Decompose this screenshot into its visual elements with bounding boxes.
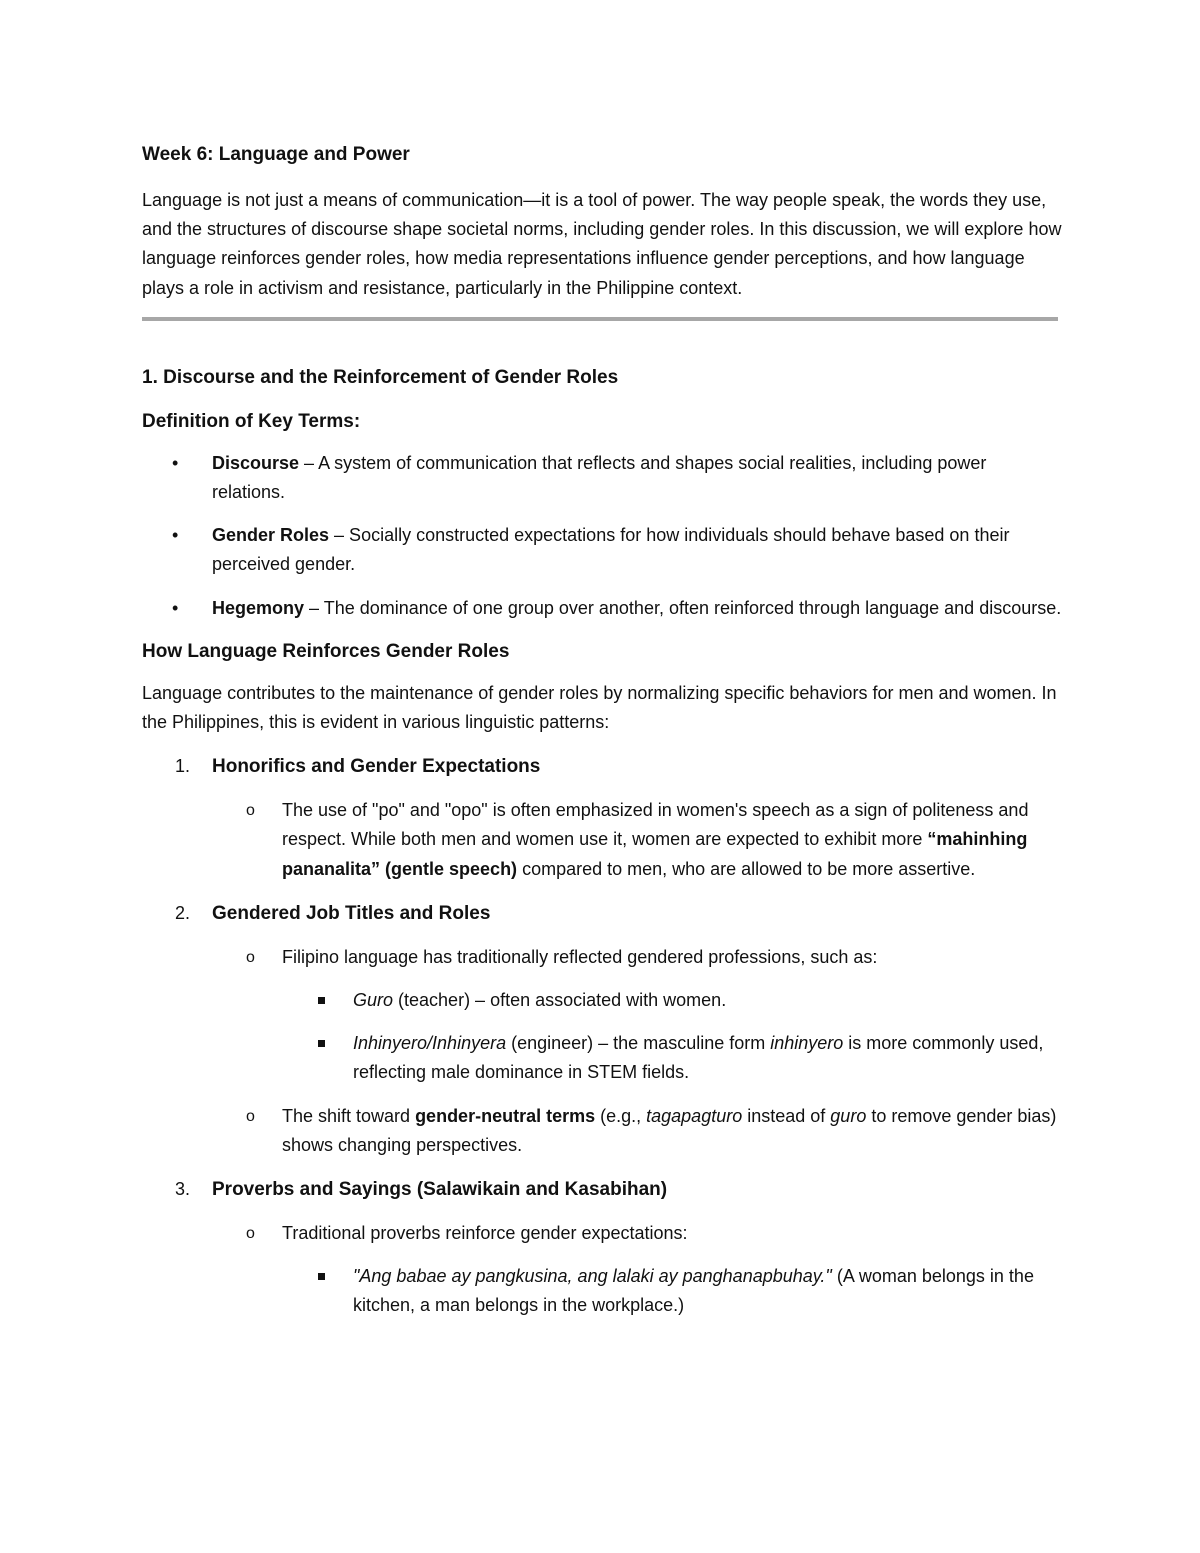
sub-list-item	[142, 1102, 1062, 1160]
text-run: instead of	[742, 1105, 831, 1126]
subsection-heading: How Language Reinforces Gender Roles	[142, 640, 510, 662]
bullet-icon: •	[172, 597, 179, 618]
emphasis-text: gender-neutral terms	[415, 1105, 596, 1126]
text-run: (A woman belongs in the kitchen, a man belongs in the workplace.)	[353, 1266, 1034, 1316]
term-label: Discourse	[212, 452, 300, 473]
intro-paragraph: Language is not just a means of communication—it is a tool of power. The way people speak, the words they use, and the structures of discourse shape societal norms, including gender roles. In this discussion, we will explore how language reinforces gender roles, how media representations influence gender perceptions, and how language plays a role in activism and resistance, particularly in the Philippine context.	[142, 190, 1062, 298]
document-content	[142, 140, 1062, 1335]
numbered-item	[142, 898, 1062, 929]
circle-bullet-icon: o	[246, 1225, 255, 1243]
emphasis-text: “mahinhing pananalita” (gentle speech)	[282, 829, 1028, 879]
text-run: is more commonly used, reflecting male dominance in STEM fields.	[353, 1033, 1044, 1083]
item-number: 3.	[175, 1179, 191, 1200]
italic-text: Inhinyero/Inhinyera	[353, 1033, 507, 1054]
sub-sub-list-item	[142, 1262, 1062, 1320]
square-bullet-icon	[318, 1040, 325, 1047]
term-definition: – A system of communication that reflects and shapes social realities, including power relations.	[212, 452, 987, 503]
circle-bullet-icon: o	[246, 948, 255, 966]
term-label: Gender Roles	[212, 525, 330, 546]
text-run: The use of "po" and "opo" is often emphasized in women's speech as a sign of politeness and respect. While both men and women use it, women are expected to exhibit more	[282, 800, 1029, 850]
key-terms-list	[142, 449, 1062, 623]
section-heading: 1. Discourse and the Reinforcement of Gender Roles	[142, 366, 619, 388]
item-number: 1.	[175, 756, 191, 777]
item-title: Honorifics and Gender Expectations	[212, 756, 541, 778]
item-number: 2.	[175, 902, 191, 923]
sub-sub-list-item	[142, 986, 1062, 1015]
italic-text: tagapagturo	[646, 1105, 743, 1126]
sub-list-item	[142, 796, 1062, 884]
text-run: (engineer) – the masculine form	[506, 1033, 771, 1054]
sub-list-item	[142, 1219, 1062, 1248]
horizontal-rule	[142, 317, 1058, 321]
numbered-item	[142, 751, 1062, 782]
text-run: to remove gender bias) shows changing perspectives.	[282, 1105, 1057, 1155]
term-label: Hegemony	[212, 597, 305, 618]
list-item	[142, 594, 1062, 623]
sub-sub-list-item	[142, 1029, 1062, 1087]
list-item	[142, 449, 1062, 507]
square-bullet-icon	[318, 1273, 325, 1280]
bullet-icon: •	[172, 525, 179, 546]
italic-text: inhinyero	[770, 1033, 844, 1054]
sub-list-item	[142, 943, 1062, 972]
definitions-heading: Definition of Key Terms:	[142, 410, 361, 432]
item-title: Gendered Job Titles and Roles	[212, 902, 491, 924]
italic-text: guro	[830, 1105, 867, 1126]
circle-bullet-icon: o	[246, 802, 255, 820]
text-run: (e.g.,	[595, 1105, 647, 1126]
italic-text: "Ang babae ay pangkusina, ang lalaki ay panghanapbuhay."	[353, 1266, 832, 1287]
text-run: Filipino language has traditionally reflected gendered professions, such as:	[282, 946, 878, 967]
text-run: The shift toward	[282, 1105, 416, 1126]
body-paragraph: Language contributes to the maintenance of gender roles by normalizing specific behaviors for men and women. In the Philippines, this is evident in various linguistic patterns:	[142, 682, 1057, 733]
circle-bullet-icon: o	[246, 1107, 255, 1125]
list-item	[142, 521, 1062, 579]
text-run: Traditional proverbs reinforce gender expectations:	[282, 1223, 688, 1244]
term-definition: – Socially constructed expectations for how individuals should behave based on their perceived gender.	[212, 525, 1010, 575]
bullet-icon: •	[172, 452, 179, 473]
text-run: (teacher) – often associated with women.	[393, 990, 727, 1011]
term-definition: – The dominance of one group over another, often reinforced through language and discourse.	[304, 597, 1062, 618]
italic-text: Guro	[353, 990, 394, 1011]
numbered-item	[142, 1174, 1062, 1205]
item-title: Proverbs and Sayings (Salawikain and Kasabihan)	[212, 1179, 668, 1201]
square-bullet-icon	[318, 997, 325, 1004]
document-title: Week 6: Language and Power	[142, 144, 410, 165]
text-run: compared to men, who are allowed to be more assertive.	[517, 858, 976, 879]
